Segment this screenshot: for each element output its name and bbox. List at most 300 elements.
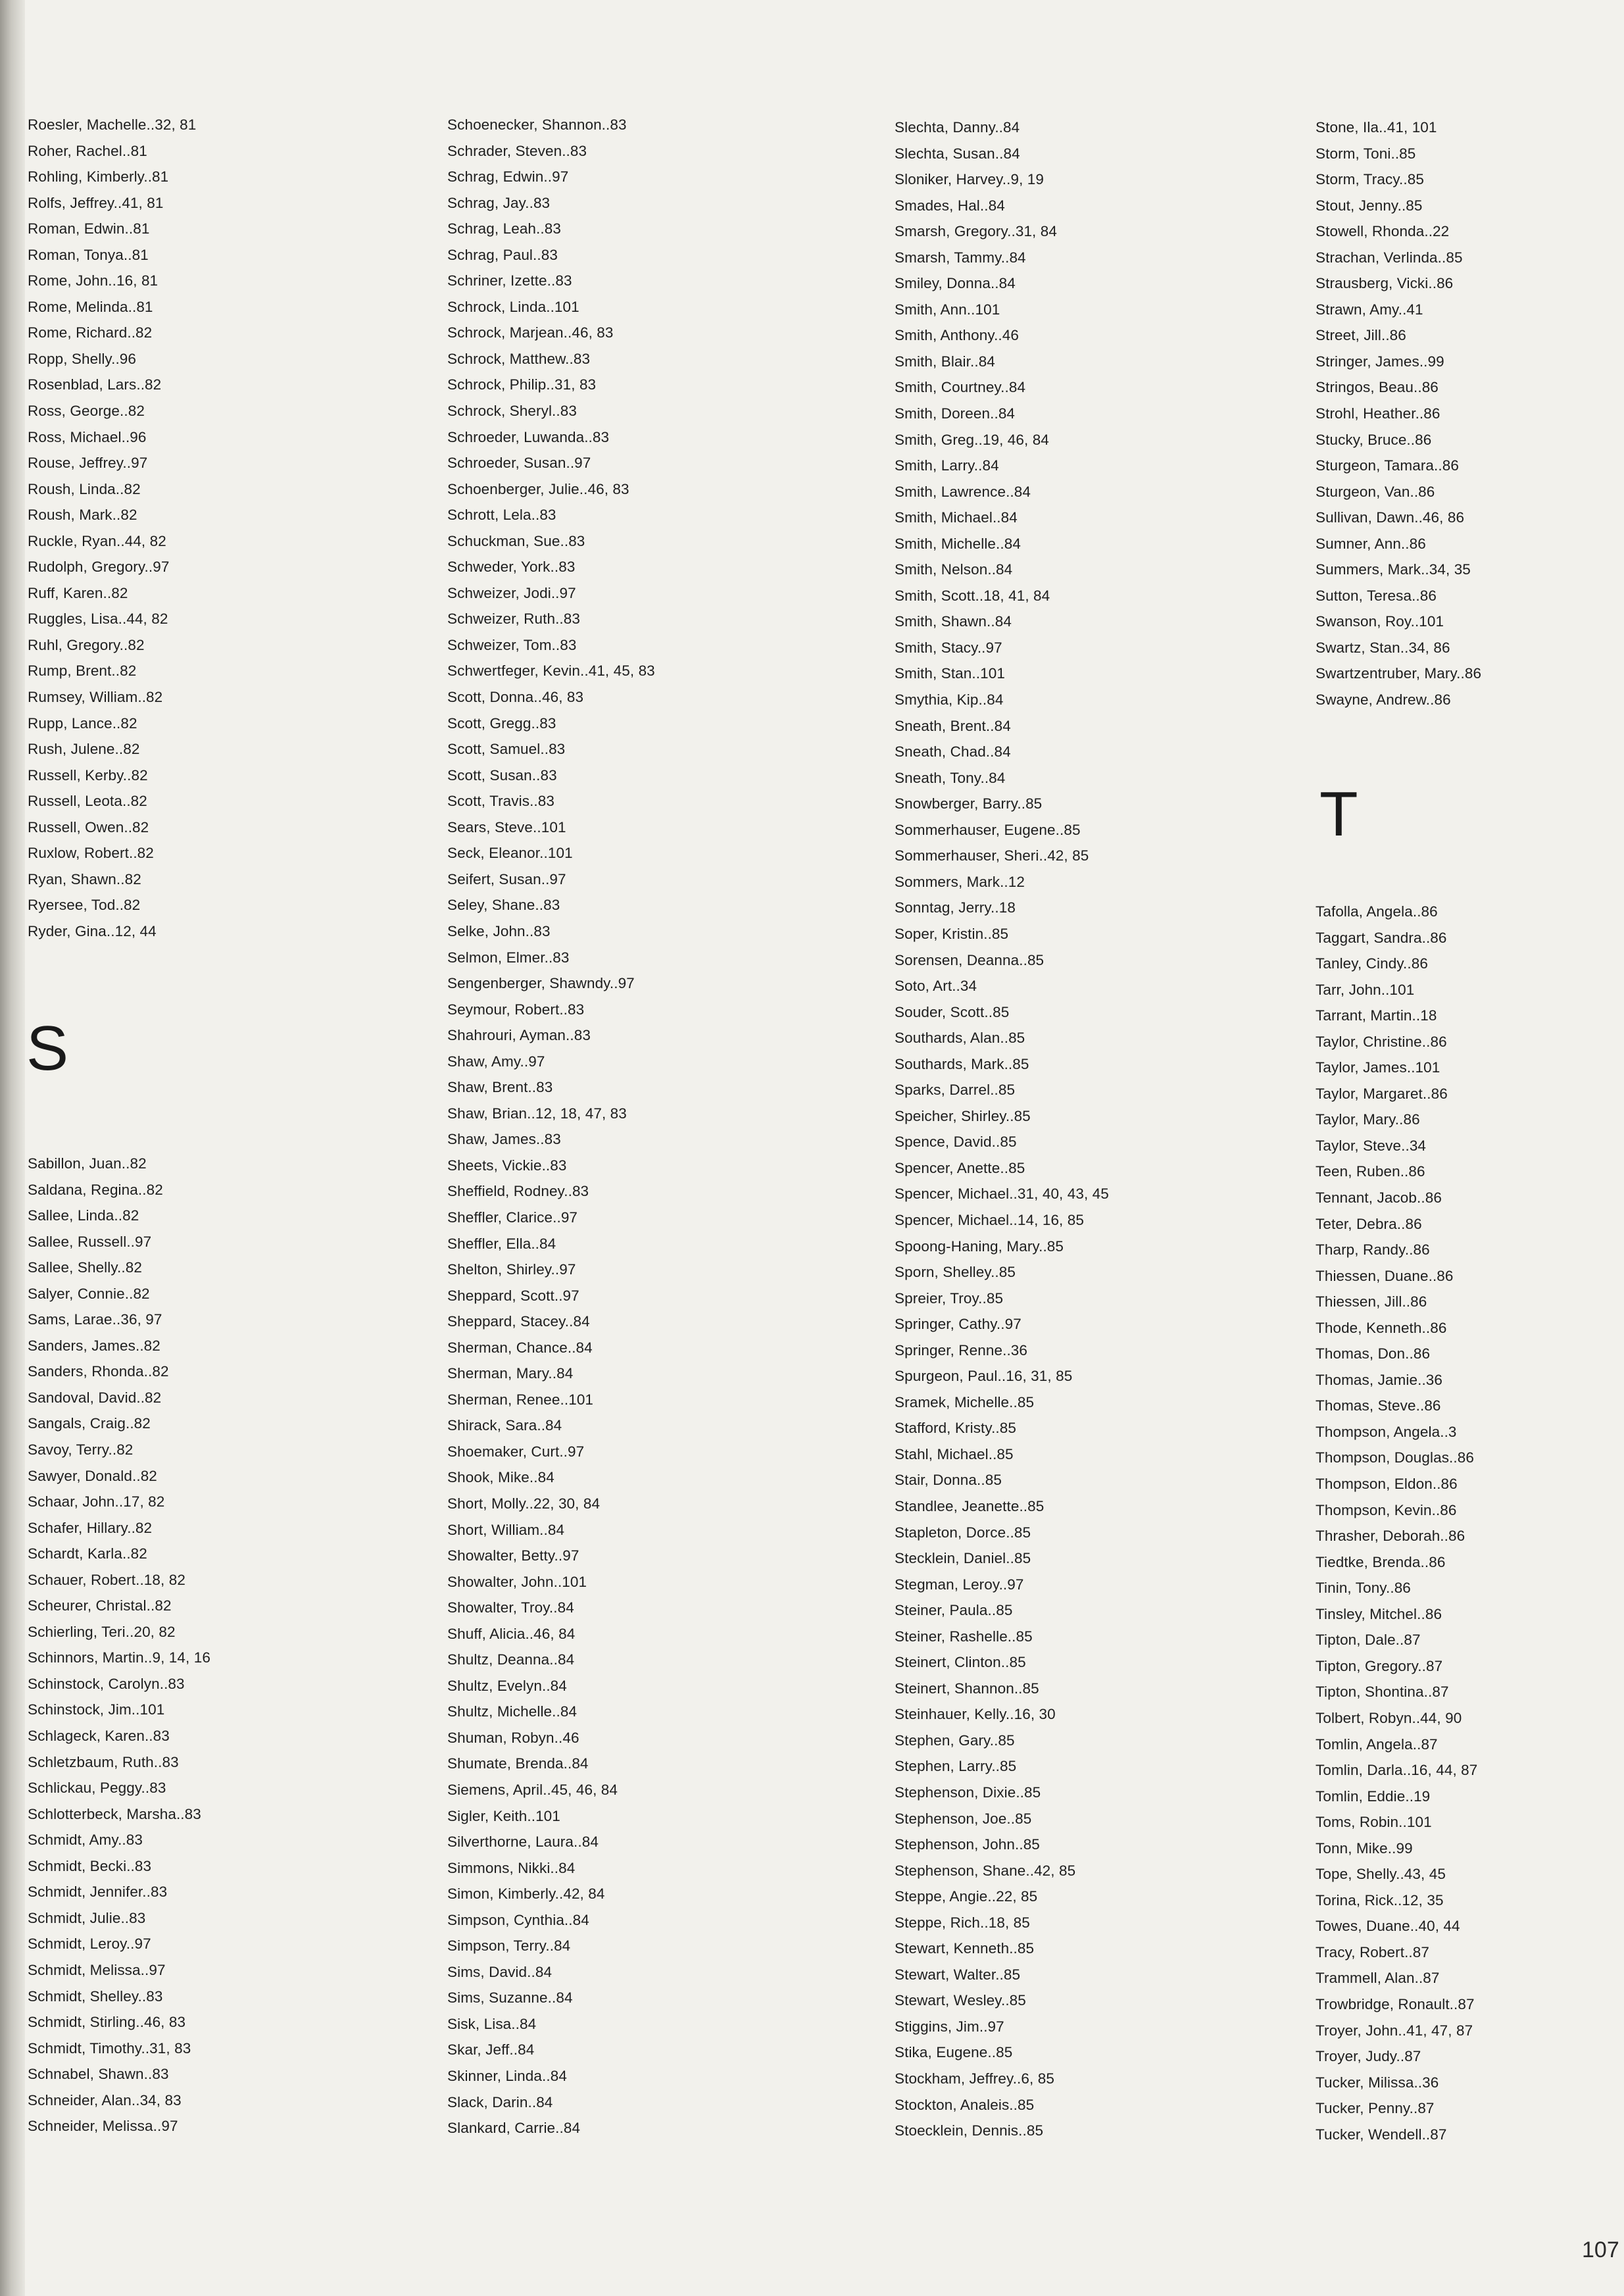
r-section-list xyxy=(28,112,196,945)
index-entry: Seifert, Susan..97 xyxy=(447,870,566,887)
index-entry: Sengenberger, Shawndy..97 xyxy=(447,975,635,992)
index-entry: Silverthorne, Laura..84 xyxy=(447,1834,599,1851)
index-entry: Sallee, Shelly..82 xyxy=(28,1259,142,1276)
index-entry: Sonntag, Jerry..18 xyxy=(895,899,1016,916)
index-entry: Steiner, Rashelle..85 xyxy=(895,1628,1033,1645)
index-entry: Rudolph, Gregory..97 xyxy=(28,559,170,576)
index-entry: Tomlin, Eddie..19 xyxy=(1316,1787,1431,1805)
index-entry: Southards, Mark..85 xyxy=(895,1055,1029,1072)
index-entry: Strachan, Verlinda..85 xyxy=(1316,249,1463,266)
index-entry: Shaw, Amy..97 xyxy=(447,1053,545,1070)
index-entry: Trowbridge, Ronault..87 xyxy=(1316,1995,1475,2012)
index-entry: Tipton, Gregory..87 xyxy=(1316,1657,1443,1674)
index-entry: Shaw, Brent..83 xyxy=(447,1079,553,1096)
index-entry: Shultz, Deanna..84 xyxy=(447,1651,575,1668)
index-entry: Smiley, Donna..84 xyxy=(895,275,1016,292)
index-entry: Stockton, Analeis..85 xyxy=(895,2096,1035,2113)
index-entry: Schardt, Karla..82 xyxy=(28,1545,147,1562)
index-entry: Tafolla, Angela..86 xyxy=(1316,903,1438,920)
index-entry: Teen, Ruben..86 xyxy=(1316,1163,1425,1180)
index-entry: Siemens, April..45, 46, 84 xyxy=(447,1782,618,1798)
index-entry: Ruff, Karen..82 xyxy=(28,584,128,601)
index-entry: Rohling, Kimberly..81 xyxy=(28,168,169,186)
index-entry: Schlotterbeck, Marsha..83 xyxy=(28,1805,201,1822)
index-entry: Schrott, Lela..83 xyxy=(447,507,556,524)
index-entry: Schweizer, Ruth..83 xyxy=(447,611,581,628)
index-entry: Stringer, James..99 xyxy=(1316,353,1444,370)
index-entry: Stecklein, Daniel..85 xyxy=(895,1550,1031,1567)
index-entry: Russell, Leota..82 xyxy=(28,793,147,810)
index-entry: Shook, Mike..84 xyxy=(447,1469,554,1486)
index-entry: Ruhl, Gregory..82 xyxy=(28,636,145,653)
index-entry: Swanson, Roy..101 xyxy=(1316,613,1444,630)
index-entry: Tope, Shelly..43, 45 xyxy=(1316,1866,1446,1883)
index-entry: Spoong-Haning, Mary..85 xyxy=(895,1237,1064,1255)
index-entry: Soto, Art..34 xyxy=(895,978,977,995)
index-entry: Tinsley, Mitchel..86 xyxy=(1316,1605,1442,1622)
index-entry: Smith, Michael..84 xyxy=(895,509,1018,526)
index-entry: Sommers, Mark..12 xyxy=(895,873,1025,890)
index-entry: Stiggins, Jim..97 xyxy=(895,2018,1004,2035)
index-entry: Schrader, Steven..83 xyxy=(447,142,587,159)
index-entry: Schroeder, Luwanda..83 xyxy=(447,428,610,445)
index-entry: Schmidt, Melissa..97 xyxy=(28,1961,166,1978)
index-entry: Sneath, Tony..84 xyxy=(895,769,1006,786)
index-entry: Stephen, Gary..85 xyxy=(895,1732,1015,1749)
index-entry: Showalter, Troy..84 xyxy=(447,1599,574,1616)
index-entry: Shuff, Alicia..46, 84 xyxy=(447,1625,576,1642)
index-entry: Tennant, Jacob..86 xyxy=(1316,1189,1442,1207)
index-entry: Sramek, Michelle..85 xyxy=(895,1393,1035,1410)
index-entry: Smith, Nelson..84 xyxy=(895,561,1013,578)
index-entry: Schneider, Melissa..97 xyxy=(28,2118,178,2135)
index-entry: Stoecklein, Dennis..85 xyxy=(895,2122,1044,2139)
index-entry: Schmidt, Timothy..31, 83 xyxy=(28,2039,191,2057)
index-entry: Sneath, Brent..84 xyxy=(895,717,1011,734)
index-entry: Sheets, Vickie..83 xyxy=(447,1157,567,1174)
index-entry: Schneider, Alan..34, 83 xyxy=(28,2091,182,2109)
index-entry: Smith, Lawrence..84 xyxy=(895,483,1031,500)
index-entry: Stair, Donna..85 xyxy=(895,1472,1002,1489)
index-entry: Tharp, Randy..86 xyxy=(1316,1241,1430,1259)
index-entry: Rumsey, William..82 xyxy=(28,689,163,706)
index-entry: Stephen, Larry..85 xyxy=(895,1758,1017,1775)
index-entry: Smith, Doreen..84 xyxy=(895,405,1016,422)
index-entry: Tomlin, Angela..87 xyxy=(1316,1735,1438,1753)
index-entry: Thomas, Jamie..36 xyxy=(1316,1371,1443,1388)
index-entry: Sanders, James..82 xyxy=(28,1337,160,1354)
index-entry: Springer, Renne..36 xyxy=(895,1341,1028,1359)
index-entry: Souder, Scott..85 xyxy=(895,1003,1010,1020)
index-entry: Ruggles, Lisa..44, 82 xyxy=(28,611,168,628)
index-entry: Shoemaker, Curt..97 xyxy=(447,1443,585,1460)
index-entry: Schmidt, Shelley..83 xyxy=(28,1987,163,2005)
index-entry: Stewart, Walter..85 xyxy=(895,1966,1021,1983)
index-entry: Sangals, Craig..82 xyxy=(28,1415,151,1432)
index-entry: Tomlin, Darla..16, 44, 87 xyxy=(1316,1762,1478,1779)
index-entry: Savoy, Terry..82 xyxy=(28,1441,134,1459)
index-entry: Tucker, Penny..87 xyxy=(1316,2100,1435,2117)
index-entry: Tanley, Cindy..86 xyxy=(1316,955,1428,972)
index-entry: Rosenblad, Lars..82 xyxy=(28,376,162,393)
index-entry: Schoenecker, Shannon..83 xyxy=(447,116,627,133)
index-entry: Skar, Jeff..84 xyxy=(447,2041,535,2059)
index-entry: Scott, Susan..83 xyxy=(447,766,557,784)
index-entry: Sturgeon, Van..86 xyxy=(1316,483,1435,500)
index-entry: Schierling, Teri..20, 82 xyxy=(28,1623,176,1640)
index-entry: Schuckman, Sue..83 xyxy=(447,532,585,549)
index-entry: Shelton, Shirley..97 xyxy=(447,1261,576,1278)
index-entry: Schinnors, Martin..9, 14, 16 xyxy=(28,1649,210,1666)
index-entry: Sturgeon, Tamara..86 xyxy=(1316,457,1459,474)
index-entry: Taylor, James..101 xyxy=(1316,1059,1440,1076)
index-entry: Rome, Richard..82 xyxy=(28,324,153,341)
index-entry: Rouse, Jeffrey..97 xyxy=(28,455,148,472)
index-entry: Schmidt, Stirling..46, 83 xyxy=(28,2014,186,2031)
index-entry: Schrock, Matthew..83 xyxy=(447,350,591,367)
index-entry: Sheffler, Ella..84 xyxy=(447,1235,556,1252)
index-column-1 xyxy=(28,112,196,945)
index-entry: Seymour, Robert..83 xyxy=(447,1001,585,1018)
index-entry: Schoenberger, Julie..46, 83 xyxy=(447,480,629,497)
index-entry: Salyer, Connie..82 xyxy=(28,1285,150,1302)
index-entry: Sorensen, Deanna..85 xyxy=(895,951,1045,968)
index-entry: Swayne, Andrew..86 xyxy=(1316,691,1451,709)
index-entry: Ruckle, Ryan..44, 82 xyxy=(28,532,166,549)
s-section-list-3 xyxy=(895,114,1109,2144)
index-entry: Sloniker, Harvey..9, 19 xyxy=(895,171,1044,188)
index-entry: Taggart, Sandra..86 xyxy=(1316,929,1447,946)
index-entry: Schrag, Edwin..97 xyxy=(447,168,569,186)
index-entry: Schrag, Paul..83 xyxy=(447,246,558,263)
index-entry: Stephenson, Shane..42, 85 xyxy=(895,1862,1076,1879)
index-entry: Seley, Shane..83 xyxy=(447,897,560,914)
index-entry: Russell, Owen..82 xyxy=(28,818,149,836)
index-entry: Thomas, Don..86 xyxy=(1316,1345,1431,1362)
index-column-1-s xyxy=(28,1151,210,2139)
index-entry: Sporn, Shelley..85 xyxy=(895,1264,1016,1281)
index-entry: Short, Molly..22, 30, 84 xyxy=(447,1495,601,1512)
index-entry: Strausberg, Vicki..86 xyxy=(1316,275,1454,292)
index-entry: Roush, Mark..82 xyxy=(28,507,137,524)
index-entry: Rome, Melinda..81 xyxy=(28,298,153,315)
index-entry: Stucky, Bruce..86 xyxy=(1316,431,1432,448)
index-entry: Tonn, Mike..99 xyxy=(1316,1839,1413,1857)
index-entry: Schrock, Linda..101 xyxy=(447,298,579,315)
index-entry: Skinner, Linda..84 xyxy=(447,2068,567,2085)
index-entry: Sims, Suzanne..84 xyxy=(447,1989,573,2007)
index-entry: Stika, Eugene..85 xyxy=(895,2044,1013,2061)
index-entry: Thiessen, Jill..86 xyxy=(1316,1293,1427,1310)
index-entry: Soper, Kristin..85 xyxy=(895,925,1009,942)
index-entry: Stephenson, John..85 xyxy=(895,1836,1040,1853)
index-entry: Thomas, Steve..86 xyxy=(1316,1397,1441,1414)
index-entry: Short, William..84 xyxy=(447,1521,565,1538)
index-entry: Slechta, Susan..84 xyxy=(895,145,1020,162)
index-entry: Shirack, Sara..84 xyxy=(447,1417,562,1434)
index-entry: Steppe, Rich..18, 85 xyxy=(895,1914,1030,1931)
index-entry: Rupp, Lance..82 xyxy=(28,714,137,732)
index-entry: Smith, Anthony..46 xyxy=(895,327,1019,344)
index-entry: Smythia, Kip..84 xyxy=(895,691,1004,709)
index-entry: Snowberger, Barry..85 xyxy=(895,795,1043,812)
index-entry: Sallee, Russell..97 xyxy=(28,1233,152,1250)
index-entry: Shaw, Brian..12, 18, 47, 83 xyxy=(447,1105,627,1122)
index-entry: Schweizer, Tom..83 xyxy=(447,636,577,653)
index-entry: Thrasher, Deborah..86 xyxy=(1316,1528,1465,1545)
index-entry: Taylor, Mary..86 xyxy=(1316,1111,1420,1128)
index-entry: Stahl, Michael..85 xyxy=(895,1445,1014,1462)
index-entry: Stone, Ila..41, 101 xyxy=(1316,119,1437,136)
index-entry: Thompson, Douglas..86 xyxy=(1316,1449,1474,1466)
index-entry: Smith, Stacy..97 xyxy=(895,639,1002,656)
index-entry: Troyer, Judy..87 xyxy=(1316,2048,1421,2065)
index-entry: Smith, Courtney..84 xyxy=(895,379,1026,396)
index-entry: Torina, Rick..12, 35 xyxy=(1316,1891,1444,1909)
index-entry: Steiner, Paula..85 xyxy=(895,1602,1013,1619)
index-entry: Smith, Scott..18, 41, 84 xyxy=(895,587,1050,604)
index-entry: Springer, Cathy..97 xyxy=(895,1316,1021,1333)
index-entry: Stephenson, Dixie..85 xyxy=(895,1784,1041,1801)
index-entry: Swartzentruber, Mary..86 xyxy=(1316,665,1482,682)
index-entry: Tipton, Dale..87 xyxy=(1316,1632,1421,1649)
index-entry: Sandoval, David..82 xyxy=(28,1389,162,1406)
index-entry: Slack, Darin..84 xyxy=(447,2093,553,2110)
index-entry: Sherman, Renee..101 xyxy=(447,1391,594,1408)
index-entry: Smith, Larry..84 xyxy=(895,457,999,474)
s-section-list-2 xyxy=(447,112,655,2141)
index-entry: Shaw, James..83 xyxy=(447,1131,561,1148)
index-entry: Ryersee, Tod..82 xyxy=(28,897,141,914)
index-entry: Stegman, Leroy..97 xyxy=(895,1576,1024,1593)
index-entry: Slechta, Danny..84 xyxy=(895,119,1020,136)
index-entry: Tipton, Shontina..87 xyxy=(1316,1684,1449,1701)
index-entry: Schrock, Marjean..46, 83 xyxy=(447,324,614,341)
index-entry: Slankard, Carrie..84 xyxy=(447,2120,581,2137)
index-column-3 xyxy=(895,114,1109,2144)
page-binding-shadow xyxy=(0,0,25,2296)
index-entry: Sommerhauser, Sheri..42, 85 xyxy=(895,847,1089,864)
index-entry: Stewart, Kenneth..85 xyxy=(895,1940,1035,1957)
index-entry: Towes, Duane..40, 44 xyxy=(1316,1918,1460,1935)
index-entry: Rush, Julene..82 xyxy=(28,741,140,758)
index-entry: Schmidt, Leroy..97 xyxy=(28,1935,151,1953)
index-entry: Selmon, Elmer..83 xyxy=(447,949,570,966)
index-entry: Schriner, Izette..83 xyxy=(447,272,572,289)
index-entry: Stowell, Rhonda..22 xyxy=(1316,223,1450,240)
index-entry: Strohl, Heather..86 xyxy=(1316,405,1440,422)
index-entry: Tolbert, Robyn..44, 90 xyxy=(1316,1709,1462,1726)
index-entry: Roush, Linda..82 xyxy=(28,480,141,497)
index-entry: Standlee, Jeanette..85 xyxy=(895,1497,1045,1514)
index-entry: Roman, Tonya..81 xyxy=(28,246,149,263)
index-entry: Stapleton, Dorce..85 xyxy=(895,1524,1031,1541)
index-entry: Ryan, Shawn..82 xyxy=(28,870,141,887)
index-entry: Shahrouri, Ayman..83 xyxy=(447,1027,591,1044)
index-entry: Schweizer, Jodi..97 xyxy=(447,584,576,601)
index-entry: Sheppard, Stacey..84 xyxy=(447,1313,590,1330)
index-entry: Schrock, Philip..31, 83 xyxy=(447,376,597,393)
index-entry: Rolfs, Jeffrey..41, 81 xyxy=(28,194,164,211)
index-entry: Scott, Travis..83 xyxy=(447,793,555,810)
index-entry: Schinstock, Jim..101 xyxy=(28,1701,165,1718)
index-entry: Smarsh, Gregory..31, 84 xyxy=(895,223,1057,240)
index-entry: Tinin, Tony..86 xyxy=(1316,1580,1411,1597)
index-entry: Scheurer, Christal..82 xyxy=(28,1597,172,1614)
index-entry: Roher, Rachel..81 xyxy=(28,142,147,159)
index-entry: Ropp, Shelly..96 xyxy=(28,350,137,367)
index-entry: Stout, Jenny..85 xyxy=(1316,197,1423,214)
index-entry: Sutton, Teresa..86 xyxy=(1316,587,1437,604)
index-entry: Sparks, Darrel..85 xyxy=(895,1082,1016,1099)
index-entry: Tucker, Wendell..87 xyxy=(1316,2126,1447,2143)
index-entry: Smades, Hal..84 xyxy=(895,197,1005,214)
t-section-list xyxy=(1316,899,1477,2147)
index-entry: Sims, David..84 xyxy=(447,1963,553,1980)
section-letter-t: T xyxy=(1319,779,1358,849)
index-entry: Schafer, Hillary..82 xyxy=(28,1519,153,1536)
index-entry: Spencer, Michael..31, 40, 43, 45 xyxy=(895,1185,1109,1203)
index-entry: Schroeder, Susan..97 xyxy=(447,455,591,472)
index-entry: Smith, Greg..19, 46, 84 xyxy=(895,431,1049,448)
index-entry: Stringos, Beau..86 xyxy=(1316,379,1439,396)
index-entry: Shumate, Brenda..84 xyxy=(447,1755,589,1772)
page-number: 107 xyxy=(1582,2237,1619,2262)
index-entry: Sommerhauser, Eugene..85 xyxy=(895,821,1081,838)
index-entry: Simpson, Cynthia..84 xyxy=(447,1911,589,1928)
index-entry: Showalter, John..101 xyxy=(447,1573,587,1590)
index-entry: Stockham, Jeffrey..6, 85 xyxy=(895,2070,1054,2087)
index-entry: Taylor, Margaret..86 xyxy=(1316,1085,1448,1102)
index-entry: Steinert, Shannon..85 xyxy=(895,1680,1039,1697)
index-entry: Sisk, Lisa..84 xyxy=(447,2015,537,2032)
index-entry: Steinert, Clinton..85 xyxy=(895,1654,1026,1671)
index-entry: Spencer, Anette..85 xyxy=(895,1159,1025,1176)
index-entry: Schmidt, Amy..83 xyxy=(28,1832,143,1849)
index-entry: Stephenson, Joe..85 xyxy=(895,1810,1032,1827)
index-entry: Russell, Kerby..82 xyxy=(28,766,148,784)
index-entry: Storm, Toni..85 xyxy=(1316,145,1416,162)
index-entry: Sawyer, Donald..82 xyxy=(28,1467,157,1484)
index-entry: Rome, John..16, 81 xyxy=(28,272,159,289)
index-entry: Smith, Ann..101 xyxy=(895,301,1000,318)
section-letter-s: S xyxy=(26,1013,69,1084)
index-entry: Sallee, Linda..82 xyxy=(28,1207,139,1224)
index-entry: Schmidt, Jennifer..83 xyxy=(28,1884,168,1901)
index-entry: Scott, Samuel..83 xyxy=(447,741,566,758)
index-entry: Thompson, Eldon..86 xyxy=(1316,1476,1458,1493)
index-entry: Tarr, John..101 xyxy=(1316,981,1415,998)
index-entry: Schlickau, Peggy..83 xyxy=(28,1780,166,1797)
index-entry: Strawn, Amy..41 xyxy=(1316,301,1423,318)
index-entry: Sherman, Chance..84 xyxy=(447,1339,593,1356)
index-entry: Schinstock, Carolyn..83 xyxy=(28,1675,185,1692)
index-entry: Summers, Mark..34, 35 xyxy=(1316,561,1471,578)
index-entry: Speicher, Shirley..85 xyxy=(895,1107,1031,1124)
index-entry: Tracy, Robert..87 xyxy=(1316,1943,1430,1960)
index-entry: Stafford, Kristy..85 xyxy=(895,1420,1016,1437)
index-entry: Thompson, Angela..3 xyxy=(1316,1423,1457,1440)
index-entry: Stewart, Wesley..85 xyxy=(895,1992,1026,2009)
index-column-4-t xyxy=(1316,899,1477,2147)
index-entry: Smith, Michelle..84 xyxy=(895,535,1021,552)
index-entry: Schmidt, Julie..83 xyxy=(28,1909,146,1926)
index-entry: Simpson, Terry..84 xyxy=(447,1937,571,1955)
index-entry: Shultz, Evelyn..84 xyxy=(447,1677,567,1694)
index-entry: Simmons, Nikki..84 xyxy=(447,1859,576,1876)
index-entry: Ross, Michael..96 xyxy=(28,428,147,445)
index-entry: Sherman, Mary..84 xyxy=(447,1365,574,1382)
index-entry: Thiessen, Duane..86 xyxy=(1316,1267,1454,1284)
index-entry: Sneath, Chad..84 xyxy=(895,743,1011,761)
index-entry: Teter, Debra..86 xyxy=(1316,1215,1422,1232)
index-entry: Steppe, Angie..22, 85 xyxy=(895,1888,1038,1905)
index-entry: Storm, Tracy..85 xyxy=(1316,171,1424,188)
index-entry: Tiedtke, Brenda..86 xyxy=(1316,1553,1446,1570)
index-entry: Thompson, Kevin..86 xyxy=(1316,1501,1457,1518)
index-entry: Sams, Larae..36, 97 xyxy=(28,1311,162,1328)
index-entry: Smith, Shawn..84 xyxy=(895,613,1012,630)
index-entry: Smith, Blair..84 xyxy=(895,353,995,370)
index-entry: Sullivan, Dawn..46, 86 xyxy=(1316,509,1465,526)
index-entry: Scott, Gregg..83 xyxy=(447,714,556,732)
index-entry: Schrock, Sheryl..83 xyxy=(447,403,577,420)
index-entry: Sheffield, Rodney..83 xyxy=(447,1183,589,1200)
index-entry: Scott, Donna..46, 83 xyxy=(447,689,584,706)
index-column-2 xyxy=(447,112,655,2141)
s-section-list-4 xyxy=(1316,114,1481,713)
index-entry: Schwertfeger, Kevin..41, 45, 83 xyxy=(447,662,655,680)
index-entry: Sanders, Rhonda..82 xyxy=(28,1363,169,1380)
s-section-list xyxy=(28,1151,210,2139)
index-entry: Roman, Edwin..81 xyxy=(28,220,150,237)
index-entry: Sears, Steve..101 xyxy=(447,818,566,836)
index-entry: Schmidt, Becki..83 xyxy=(28,1857,152,1874)
index-entry: Sheffler, Clarice..97 xyxy=(447,1209,578,1226)
index-entry: Ross, George..82 xyxy=(28,403,145,420)
index-entry: Tarrant, Martin..18 xyxy=(1316,1007,1437,1024)
index-entry: Sheppard, Scott..97 xyxy=(447,1287,579,1304)
index-entry: Schlageck, Karen..83 xyxy=(28,1728,170,1745)
index-entry: Taylor, Christine..86 xyxy=(1316,1033,1447,1050)
index-entry: Smith, Stan..101 xyxy=(895,665,1005,682)
index-entry: Showalter, Betty..97 xyxy=(447,1547,579,1564)
index-entry: Schrag, Leah..83 xyxy=(447,220,561,237)
index-entry: Seck, Eleanor..101 xyxy=(447,845,573,862)
index-column-4 xyxy=(1316,114,1481,713)
index-entry: Sabillon, Juan..82 xyxy=(28,1155,147,1172)
index-entry: Schrag, Jay..83 xyxy=(447,194,551,211)
index-entry: Shuman, Robyn..46 xyxy=(447,1729,579,1746)
index-entry: Swartz, Stan..34, 86 xyxy=(1316,639,1450,656)
index-entry: Southards, Alan..85 xyxy=(895,1030,1025,1047)
index-entry: Schauer, Robert..18, 82 xyxy=(28,1571,185,1588)
index-entry: Roesler, Machelle..32, 81 xyxy=(28,116,197,133)
index-entry: Taylor, Steve..34 xyxy=(1316,1137,1427,1154)
index-entry: Spencer, Michael..14, 16, 85 xyxy=(895,1211,1084,1228)
index-entry: Spence, David..85 xyxy=(895,1134,1017,1151)
index-entry: Rump, Brent..82 xyxy=(28,662,137,680)
index-entry: Troyer, John..41, 47, 87 xyxy=(1316,2022,1473,2039)
index-entry: Schnabel, Shawn..83 xyxy=(28,2066,169,2083)
index-entry: Ruxlow, Robert..82 xyxy=(28,845,154,862)
index-entry: Trammell, Alan..87 xyxy=(1316,1970,1440,1987)
index-entry: Sumner, Ann..86 xyxy=(1316,535,1426,552)
index-entry: Spreier, Troy..85 xyxy=(895,1289,1004,1307)
index-entry: Selke, John..83 xyxy=(447,922,551,939)
index-entry: Shultz, Michelle..84 xyxy=(447,1703,578,1720)
index-entry: Sigler, Keith..101 xyxy=(447,1807,560,1824)
